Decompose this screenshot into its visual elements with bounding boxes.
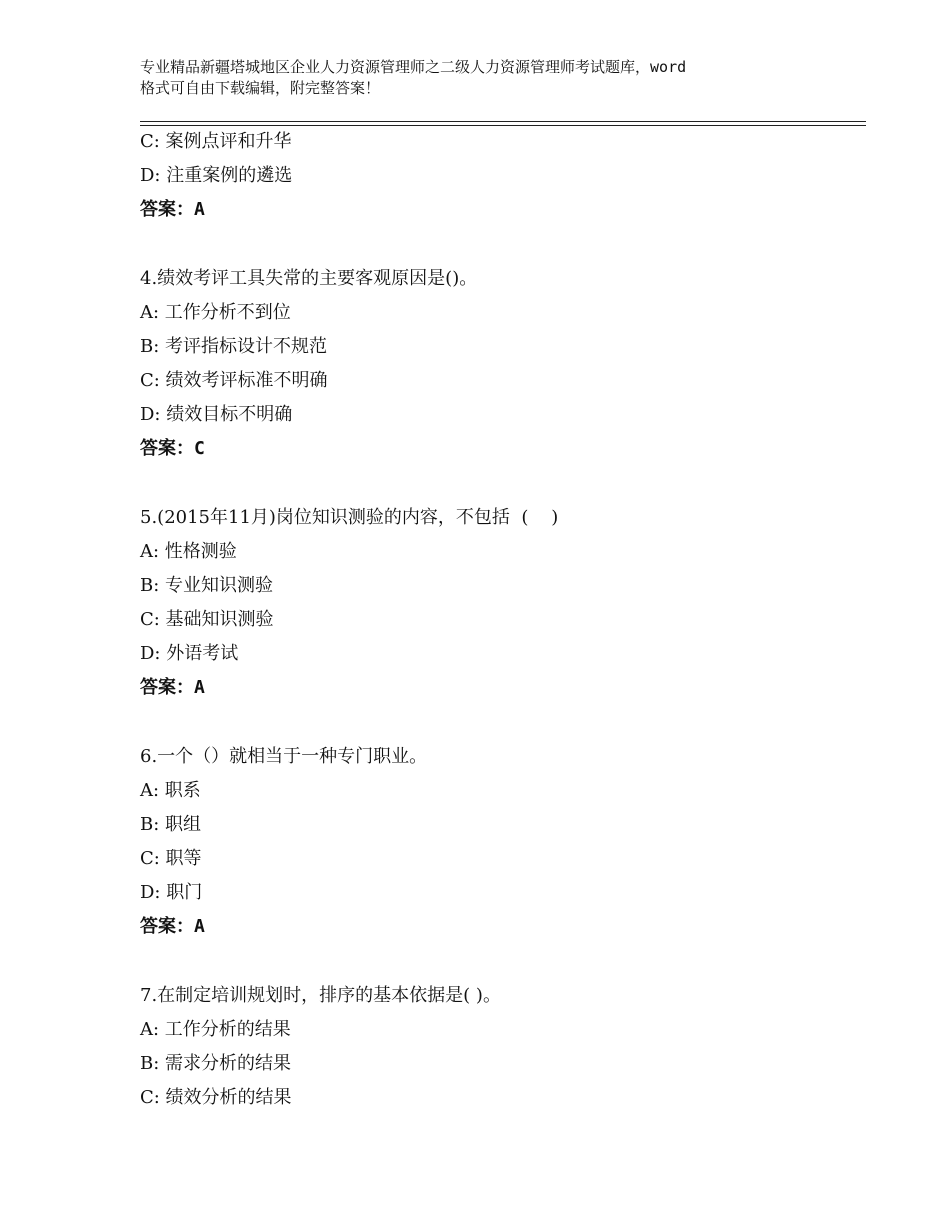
option-c: C: 绩效考评标准不明确 xyxy=(140,370,328,391)
option-a: A: 工作分析的结果 xyxy=(140,1019,291,1040)
option-d: D: 职门 xyxy=(140,882,203,903)
question-stem: 7.在制定培训规划时，排序的基本依据是( )。 xyxy=(140,985,501,1006)
option-c: C: 职等 xyxy=(140,848,202,869)
question-block-5 xyxy=(140,501,866,705)
option-d: D: 绩效目标不明确 xyxy=(140,404,293,425)
answer-label: 答案：A xyxy=(140,199,205,220)
question-list xyxy=(140,125,866,1115)
header-title-line-2: 格式可自由下载编辑，附完整答案！ xyxy=(140,79,381,97)
option-d: D: 注重案例的遴选 xyxy=(140,165,293,186)
answer-label: 答案：C xyxy=(140,438,205,459)
document-header xyxy=(140,57,840,99)
question-block-3 xyxy=(140,125,866,227)
question-stem: 6.一个（）就相当于一种专门职业。 xyxy=(140,746,428,767)
header-title-line-1: 专业精品新疆塔城地区企业人力资源管理师之二级人力资源管理师考试题库，word xyxy=(140,58,687,76)
question-block-7 xyxy=(140,979,866,1115)
answer-label: 答案：A xyxy=(140,677,205,698)
option-b: B: 职组 xyxy=(140,814,202,835)
question-block-6 xyxy=(140,740,866,944)
option-c: C: 绩效分析的结果 xyxy=(140,1087,292,1108)
option-a: A: 职系 xyxy=(140,780,201,801)
question-stem: 5.(2015年11月)岗位知识测验的内容，不包括 ( ) xyxy=(140,507,559,528)
option-b: B: 需求分析的结果 xyxy=(140,1053,292,1074)
option-b: B: 专业知识测验 xyxy=(140,575,274,596)
option-b: B: 考评指标设计不规范 xyxy=(140,336,328,357)
option-a: A: 工作分析不到位 xyxy=(140,302,291,323)
answer-label: 答案：A xyxy=(140,916,205,937)
question-block-4 xyxy=(140,262,866,466)
option-a: A: 性格测验 xyxy=(140,541,237,562)
option-c: C: 基础知识测验 xyxy=(140,609,274,630)
header-divider-top xyxy=(140,121,866,122)
option-d: D: 外语考试 xyxy=(140,643,239,664)
question-stem: 4.绩效考评工具失常的主要客观原因是()。 xyxy=(140,268,478,289)
option-c: C: 案例点评和升华 xyxy=(140,131,292,152)
